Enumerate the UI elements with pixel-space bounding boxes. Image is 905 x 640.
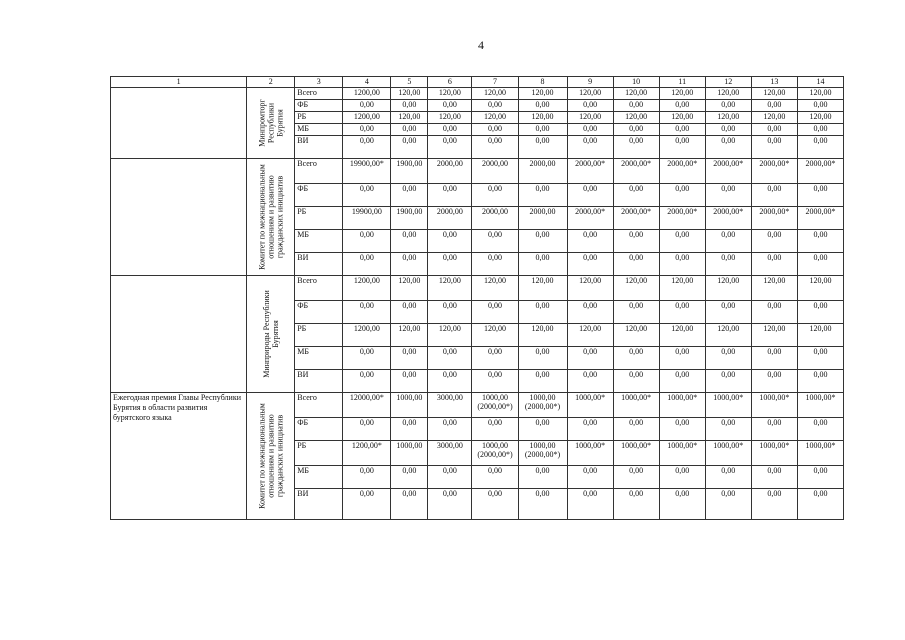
value-cell: 0,00: [472, 347, 518, 370]
value-cell: 0,00: [472, 136, 518, 159]
value-cell: 0,00: [705, 489, 751, 520]
value-cell: 0,00: [391, 489, 428, 520]
value-cell: 0,00: [797, 184, 843, 207]
value-cell: 0,00: [343, 124, 391, 136]
value-cell: 120,00: [428, 324, 472, 347]
value-cell: 0,00: [705, 230, 751, 253]
value-cell: 1000,00*: [751, 393, 797, 418]
value-cell: 0,00: [705, 370, 751, 393]
value-cell: 120,00: [472, 276, 518, 301]
value-cell: 120,00: [705, 112, 751, 124]
value-cell: 2000,00*: [751, 207, 797, 230]
value-cell: 0,00: [613, 489, 659, 520]
column-header-14: 14: [797, 77, 843, 88]
value-cell: 0,00: [751, 136, 797, 159]
value-cell: 0,00: [428, 466, 472, 489]
column-header-11: 11: [659, 77, 705, 88]
funding-source-cell: РБ: [295, 441, 343, 466]
value-cell: 120,00: [613, 112, 659, 124]
funding-source-cell: ФБ: [295, 184, 343, 207]
value-cell: 0,00: [518, 136, 567, 159]
value-cell: 120,00: [518, 276, 567, 301]
value-cell: 0,00: [343, 100, 391, 112]
value-cell: 12000,00*: [343, 393, 391, 418]
value-cell: 0,00: [518, 370, 567, 393]
value-cell: 120,00: [705, 324, 751, 347]
value-cell: 0,00: [797, 136, 843, 159]
value-cell: 1000,00*: [659, 393, 705, 418]
value-cell: 0,00: [518, 466, 567, 489]
value-cell: 3000,00: [428, 393, 472, 418]
value-cell: 2000,00: [428, 207, 472, 230]
value-cell: 0,00: [797, 230, 843, 253]
column-header-3: 3: [295, 77, 343, 88]
value-cell: 0,00: [797, 100, 843, 112]
value-cell: 0,00: [343, 489, 391, 520]
value-cell: 120,00: [751, 112, 797, 124]
value-cell: 120,00: [751, 276, 797, 301]
value-cell: 1000,00*: [613, 393, 659, 418]
value-cell: 0,00: [472, 230, 518, 253]
value-cell: 3000,00: [428, 441, 472, 466]
funding-source-cell: ВИ: [295, 136, 343, 159]
executor-cell: [247, 88, 295, 159]
value-cell: 0,00: [567, 301, 613, 324]
funding-source-cell: ФБ: [295, 301, 343, 324]
value-cell: 0,00: [797, 370, 843, 393]
value-cell: 120,00: [613, 324, 659, 347]
value-cell: 0,00: [613, 124, 659, 136]
funding-source-cell: Всего: [295, 159, 343, 184]
value-cell: 2000,00*: [567, 207, 613, 230]
value-cell: 0,00: [518, 124, 567, 136]
value-cell: 0,00: [518, 301, 567, 324]
value-cell: 0,00: [751, 301, 797, 324]
column-header-1: 1: [111, 77, 247, 88]
value-cell: 0,00: [659, 184, 705, 207]
value-cell: 0,00: [613, 230, 659, 253]
value-cell: 120,00: [797, 324, 843, 347]
value-cell: 0,00: [391, 370, 428, 393]
column-header-6: 6: [428, 77, 472, 88]
value-cell: 0,00: [567, 466, 613, 489]
value-cell: 0,00: [659, 124, 705, 136]
value-cell: 0,00: [391, 347, 428, 370]
value-cell: 0,00: [428, 489, 472, 520]
value-cell: 2000,00*: [659, 159, 705, 184]
value-cell: 0,00: [343, 370, 391, 393]
value-cell: 2000,00*: [705, 159, 751, 184]
value-cell: 0,00: [797, 466, 843, 489]
column-header-2: 2: [247, 77, 295, 88]
funding-source-cell: МБ: [295, 466, 343, 489]
value-cell: 0,00: [391, 253, 428, 276]
value-cell: 2000,00*: [705, 207, 751, 230]
value-cell: 2000,00: [518, 207, 567, 230]
column-header-8: 8: [518, 77, 567, 88]
value-cell: 0,00: [567, 489, 613, 520]
funding-source-cell: РБ: [295, 324, 343, 347]
value-cell: 120,00: [613, 88, 659, 100]
value-cell: 0,00: [472, 253, 518, 276]
value-cell: 2000,00*: [659, 207, 705, 230]
table-row: [111, 393, 844, 418]
value-cell: 120,00: [567, 88, 613, 100]
value-cell: 0,00: [705, 100, 751, 112]
value-cell: 0,00: [659, 136, 705, 159]
value-cell: 0,00: [567, 184, 613, 207]
value-cell: 120,00: [705, 276, 751, 301]
value-cell: 2000,00*: [613, 207, 659, 230]
executor-cell: [247, 276, 295, 393]
funding-source-cell: Всего: [295, 276, 343, 301]
value-cell: 1000,00*: [705, 393, 751, 418]
funding-source-cell: МБ: [295, 230, 343, 253]
value-cell: 0,00: [428, 230, 472, 253]
table-row: [111, 88, 844, 100]
value-cell: 0,00: [659, 230, 705, 253]
value-cell: 120,00: [518, 112, 567, 124]
value-cell: 0,00: [705, 124, 751, 136]
value-cell: 0,00: [567, 347, 613, 370]
value-cell: 120,00: [751, 88, 797, 100]
value-cell: 120,00: [518, 88, 567, 100]
value-cell: 0,00: [797, 253, 843, 276]
value-cell: 1000,00*: [797, 393, 843, 418]
value-cell: 0,00: [391, 230, 428, 253]
funding-source-cell: РБ: [295, 207, 343, 230]
value-cell: 0,00: [391, 184, 428, 207]
value-cell: 120,00: [567, 324, 613, 347]
table-row: [111, 276, 844, 301]
value-cell: 0,00: [751, 418, 797, 441]
value-cell: 0,00: [797, 301, 843, 324]
value-cell: 0,00: [613, 100, 659, 112]
value-cell: 0,00: [751, 370, 797, 393]
value-cell: 0,00: [613, 347, 659, 370]
column-header-9: 9: [567, 77, 613, 88]
value-cell: 120,00: [391, 324, 428, 347]
column-header-13: 13: [751, 77, 797, 88]
value-cell: 0,00: [613, 184, 659, 207]
measure-name-cell: [111, 276, 247, 393]
value-cell: 0,00: [659, 347, 705, 370]
value-cell: 120,00: [659, 324, 705, 347]
value-cell: 0,00: [472, 301, 518, 324]
value-cell: 1200,00: [343, 276, 391, 301]
value-cell: 0,00: [613, 253, 659, 276]
value-cell: 0,00: [343, 184, 391, 207]
funding-source-cell: ВИ: [295, 253, 343, 276]
value-cell: 0,00: [705, 136, 751, 159]
value-cell: 0,00: [391, 301, 428, 324]
value-cell: 0,00: [472, 489, 518, 520]
value-cell: 0,00: [659, 370, 705, 393]
value-cell: 0,00: [567, 230, 613, 253]
value-cell: 0,00: [428, 184, 472, 207]
value-cell: 0,00: [472, 370, 518, 393]
value-cell: 120,00: [472, 324, 518, 347]
value-cell: 0,00: [428, 136, 472, 159]
value-cell: 120,00: [797, 112, 843, 124]
value-cell: 0,00: [428, 253, 472, 276]
executor-label: Минприроды Республики Бурятия: [261, 290, 280, 378]
value-cell: 0,00: [472, 466, 518, 489]
column-header-10: 10: [613, 77, 659, 88]
value-cell: 1000,00: [391, 441, 428, 466]
value-cell: 0,00: [567, 253, 613, 276]
column-header-7: 7: [472, 77, 518, 88]
funding-source-cell: МБ: [295, 347, 343, 370]
value-cell: 2000,00: [472, 159, 518, 184]
value-cell: 0,00: [797, 347, 843, 370]
value-cell: 0,00: [751, 124, 797, 136]
value-cell: 0,00: [343, 418, 391, 441]
value-cell: 0,00: [518, 347, 567, 370]
value-cell: 0,00: [343, 347, 391, 370]
funding-source-cell: Всего: [295, 393, 343, 418]
value-cell: 0,00: [472, 100, 518, 112]
value-cell: 0,00: [428, 124, 472, 136]
measure-name-cell: [111, 88, 247, 159]
value-cell: 120,00: [391, 88, 428, 100]
value-cell: 0,00: [751, 184, 797, 207]
executor-label: Комитет по межнациональным отношениям и развитию гражданских инициатив: [257, 403, 285, 509]
table-row: [111, 159, 844, 184]
value-cell: 0,00: [428, 370, 472, 393]
value-cell: 0,00: [705, 301, 751, 324]
value-cell: 2000,00*: [567, 159, 613, 184]
value-cell: 0,00: [751, 466, 797, 489]
value-cell: 0,00: [518, 184, 567, 207]
value-cell: 0,00: [391, 136, 428, 159]
value-cell: 120,00: [391, 276, 428, 301]
value-cell: 0,00: [567, 418, 613, 441]
value-cell: 1000,00 (2000,00*): [472, 441, 518, 466]
funding-source-cell: ФБ: [295, 418, 343, 441]
value-cell: 120,00: [751, 324, 797, 347]
value-cell: 120,00: [705, 88, 751, 100]
value-cell: 0,00: [428, 100, 472, 112]
value-cell: 2000,00: [428, 159, 472, 184]
value-cell: 0,00: [705, 184, 751, 207]
value-cell: 120,00: [518, 324, 567, 347]
value-cell: 0,00: [518, 418, 567, 441]
value-cell: 1000,00 (2000,00*): [472, 393, 518, 418]
value-cell: 0,00: [567, 136, 613, 159]
funding-source-cell: ФБ: [295, 100, 343, 112]
value-cell: 120,00: [472, 88, 518, 100]
column-header-5: 5: [391, 77, 428, 88]
value-cell: 120,00: [567, 112, 613, 124]
value-cell: 0,00: [751, 253, 797, 276]
value-cell: 1200,00: [343, 112, 391, 124]
value-cell: 2000,00: [472, 207, 518, 230]
value-cell: 120,00: [613, 276, 659, 301]
value-cell: 0,00: [391, 124, 428, 136]
value-cell: 120,00: [428, 112, 472, 124]
value-cell: 120,00: [659, 112, 705, 124]
value-cell: 0,00: [472, 124, 518, 136]
value-cell: 0,00: [613, 418, 659, 441]
value-cell: 0,00: [797, 124, 843, 136]
value-cell: 0,00: [428, 418, 472, 441]
value-cell: 120,00: [428, 88, 472, 100]
executor-cell: [247, 393, 295, 520]
value-cell: 0,00: [705, 466, 751, 489]
funding-source-cell: ВИ: [295, 370, 343, 393]
value-cell: 1000,00*: [751, 441, 797, 466]
value-cell: 1000,00*: [567, 393, 613, 418]
value-cell: 2000,00*: [797, 159, 843, 184]
value-cell: 0,00: [705, 418, 751, 441]
value-cell: 0,00: [343, 466, 391, 489]
value-cell: 0,00: [751, 100, 797, 112]
value-cell: 0,00: [613, 301, 659, 324]
value-cell: 1000,00: [391, 393, 428, 418]
value-cell: 0,00: [613, 370, 659, 393]
measure-name-cell: Ежегодная премия Главы Республики Бурятия в области развития бурятского языка: [111, 393, 247, 520]
measure-name-cell: [111, 159, 247, 276]
value-cell: 0,00: [659, 100, 705, 112]
value-cell: 120,00: [391, 112, 428, 124]
value-cell: 2000,00*: [797, 207, 843, 230]
value-cell: 0,00: [472, 184, 518, 207]
funding-source-cell: Всего: [295, 88, 343, 100]
value-cell: 2000,00*: [613, 159, 659, 184]
value-cell: 0,00: [391, 418, 428, 441]
value-cell: 1900,00: [391, 159, 428, 184]
value-cell: 0,00: [613, 466, 659, 489]
value-cell: 2000,00: [518, 159, 567, 184]
value-cell: 0,00: [705, 253, 751, 276]
value-cell: 19900,00: [343, 207, 391, 230]
value-cell: 1200,00: [343, 88, 391, 100]
value-cell: 0,00: [659, 489, 705, 520]
value-cell: 0,00: [518, 253, 567, 276]
value-cell: 0,00: [659, 253, 705, 276]
value-cell: 120,00: [797, 276, 843, 301]
budget-table: [110, 76, 844, 520]
funding-source-cell: МБ: [295, 124, 343, 136]
value-cell: 1200,00*: [343, 441, 391, 466]
funding-source-cell: РБ: [295, 112, 343, 124]
value-cell: 120,00: [567, 276, 613, 301]
executor-label: Комитет по межнациональным отношениям и развитию гражданских инициатив: [257, 164, 285, 270]
value-cell: 0,00: [428, 347, 472, 370]
value-cell: 1000,00*: [567, 441, 613, 466]
column-header-12: 12: [705, 77, 751, 88]
value-cell: 0,00: [567, 124, 613, 136]
value-cell: 2000,00*: [751, 159, 797, 184]
value-cell: 0,00: [797, 418, 843, 441]
value-cell: 0,00: [343, 136, 391, 159]
value-cell: 19900,00*: [343, 159, 391, 184]
value-cell: 1000,00 (2000,00*): [518, 393, 567, 418]
value-cell: 120,00: [797, 88, 843, 100]
value-cell: 1000,00*: [705, 441, 751, 466]
value-cell: 0,00: [705, 347, 751, 370]
value-cell: 0,00: [343, 230, 391, 253]
value-cell: 0,00: [472, 418, 518, 441]
value-cell: 1000,00*: [659, 441, 705, 466]
column-header-4: 4: [343, 77, 391, 88]
executor-label: Минпромторг Республики Бурятия: [257, 99, 285, 147]
value-cell: 0,00: [613, 136, 659, 159]
value-cell: 0,00: [518, 230, 567, 253]
executor-cell: [247, 159, 295, 276]
value-cell: 0,00: [751, 489, 797, 520]
value-cell: 1000,00 (2000,00*): [518, 441, 567, 466]
value-cell: 1000,00*: [613, 441, 659, 466]
value-cell: 1200,00: [343, 324, 391, 347]
value-cell: 0,00: [751, 230, 797, 253]
page-number: 4: [478, 38, 484, 52]
value-cell: 0,00: [518, 100, 567, 112]
value-cell: 0,00: [567, 100, 613, 112]
funding-source-cell: ВИ: [295, 489, 343, 520]
value-cell: 0,00: [659, 466, 705, 489]
value-cell: 1000,00*: [797, 441, 843, 466]
value-cell: 0,00: [428, 301, 472, 324]
value-cell: 0,00: [391, 100, 428, 112]
value-cell: 0,00: [343, 301, 391, 324]
value-cell: 0,00: [343, 253, 391, 276]
value-cell: 0,00: [751, 347, 797, 370]
value-cell: 120,00: [428, 276, 472, 301]
value-cell: 0,00: [659, 301, 705, 324]
value-cell: 0,00: [797, 489, 843, 520]
value-cell: 0,00: [659, 418, 705, 441]
value-cell: 120,00: [472, 112, 518, 124]
value-cell: 1900,00: [391, 207, 428, 230]
value-cell: 0,00: [391, 466, 428, 489]
header-row: [111, 77, 844, 88]
value-cell: 0,00: [567, 370, 613, 393]
value-cell: 120,00: [659, 276, 705, 301]
value-cell: 120,00: [659, 88, 705, 100]
value-cell: 0,00: [518, 489, 567, 520]
